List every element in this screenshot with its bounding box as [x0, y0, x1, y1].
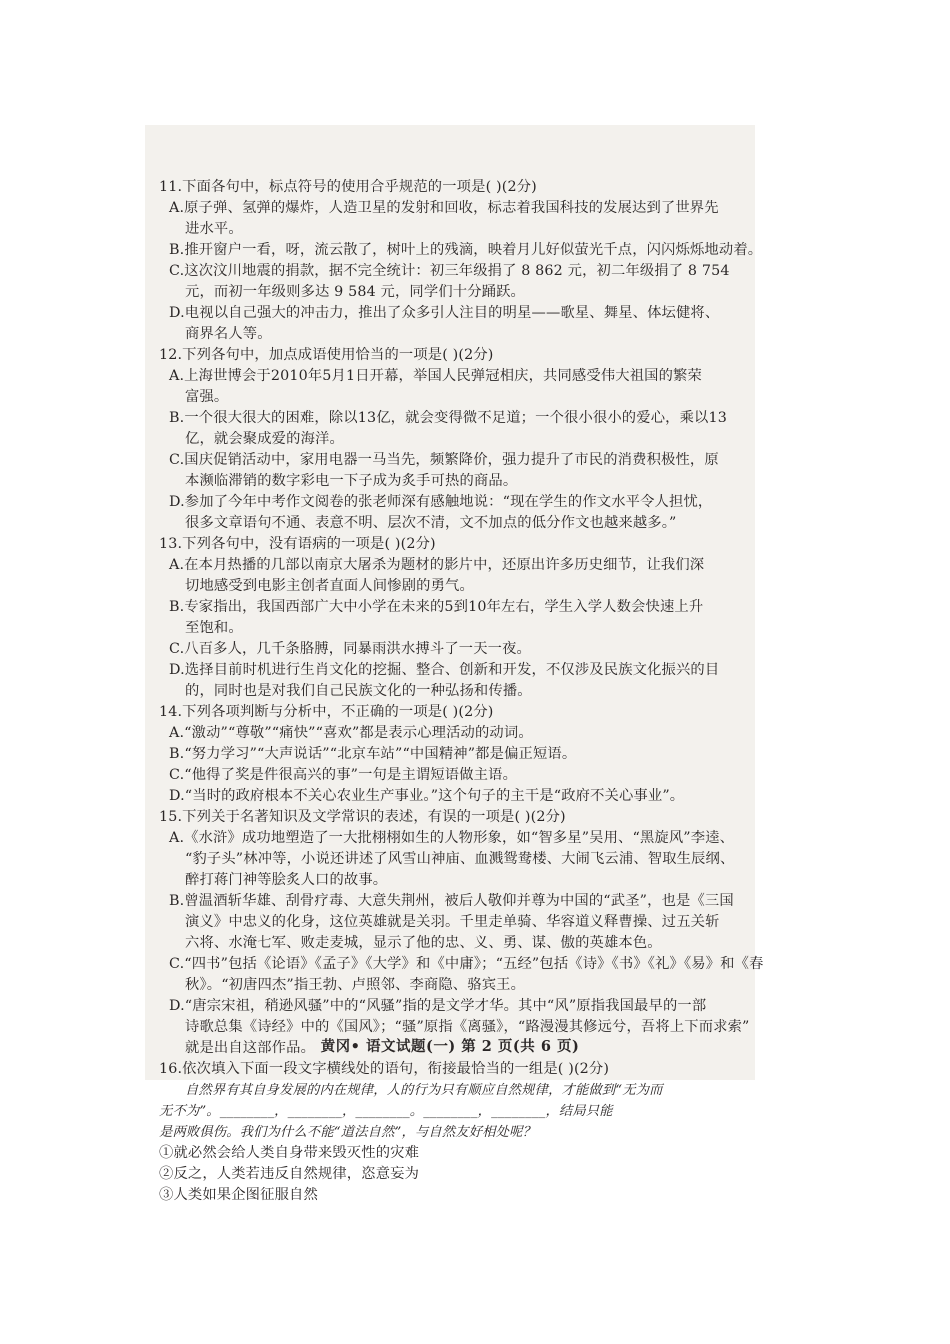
- option-line: A.原子弹、氢弹的爆炸，人造卫星的发射和回收，标志着我国科技的发展达到了世界先: [169, 200, 719, 216]
- option-line: B.专家指出，我国西部广大中小学在未来的5到10年左右，学生入学人数会快速上升: [169, 599, 704, 615]
- question-line: 13.下列各句中，没有语病的一项是( )(2分): [159, 536, 436, 552]
- option-line: C.国庆促销活动中，家用电器一马当先，频繁降价，强力提升了市民的消费积极性，原: [169, 452, 719, 468]
- question-line: 12.下列各句中，加点成语使用恰当的一项是( )(2分): [159, 347, 494, 363]
- passage-line: 无不为”。________，________，________。________，________，结局只能: [159, 1104, 613, 1119]
- option-line: 秋》。“初唐四杰”指王勃、卢照邻、李商隐、骆宾王。: [185, 977, 526, 993]
- option-line: C.这次汶川地震的捐款，据不完全统计：初三年级捐了 8 862 元，初二年级捐了 8 754: [169, 263, 730, 279]
- option-line: 进水平。: [185, 221, 243, 237]
- option-line: 六将、水淹七军、败走麦城，显示了他的忠、义、勇、谋、傲的英雄本色。: [185, 935, 662, 951]
- option-line: 元，而初一年级则多达 9 584 元，同学们十分踊跃。: [185, 284, 526, 300]
- exam-page: [145, 125, 764, 1203]
- option-line: C.“他得了奖是件很高兴的事”一句是主谓短语做主语。: [169, 767, 518, 783]
- question-line: 15.下列关于名著知识及文学常识的表述，有误的一项是( )(2分): [159, 809, 566, 825]
- option-line: 演义》中忠义的化身，这位英雄就是关羽。千里走单骑、华容道义释曹操、过五关斩: [185, 914, 720, 930]
- option-line: D.“当时的政府根本不关心农业生产事业。”这个句子的主干是“政府不关心事业”。: [169, 788, 685, 804]
- option-line: 就是出自这部作品。: [185, 1040, 316, 1056]
- option-line: 的，同时也是对我们自己民族文化的一种弘扬和传播。: [185, 683, 532, 699]
- option-line: 亿，就会聚成爱的海洋。: [185, 431, 344, 447]
- option-line: 很多文章语句不通、表意不明、层次不清，文不加点的低分作文也越来越多。”: [185, 515, 677, 531]
- option-line: 诗歌总集《诗经》中的《国风》；“骚”原指《离骚》，“路漫漫其修远兮，吾将上下而求索”: [185, 1019, 750, 1035]
- option-line: “豹子头”林冲等，小说还讲述了风雪山神庙、血溅鸳鸯楼、大闹飞云浦、智取生辰纲、: [185, 851, 735, 867]
- question-line: ①就必然会给人类自身带来毁灭性的灾难: [159, 1145, 420, 1161]
- question-line: ③人类如果企图征服自然: [159, 1187, 318, 1203]
- option-line: A.“激动”“尊敬”“痛快”“喜欢”都是表示心理活动的动词。: [169, 725, 533, 741]
- option-line: 商界名人等。: [185, 326, 272, 342]
- option-line: D.电视以自己强大的冲击力，推出了众多引人注目的明星——歌星、舞星、体坛健将、: [169, 305, 720, 321]
- option-line: D.选择目前时机进行生肖文化的挖掘、整合、创新和开发，不仅涉及民族文化振兴的目: [169, 662, 720, 678]
- option-line: 本濒临滞销的数字彩电一下子成为炙手可热的商品。: [185, 473, 518, 489]
- option-line: B.曾温酒斩华雄、刮骨疗毒、大意失荆州，被后人敬仰并尊为中国的“武圣”，也是《三国: [169, 893, 734, 909]
- option-line: A.《水浒》成功地塑造了一大批栩栩如生的人物形象，如“智多星”吴用、“黑旋风”李逵、: [169, 830, 735, 846]
- option-line: 富强。: [185, 389, 229, 405]
- option-line: B.一个很大很大的困难，除以13亿，就会变得微不足道；一个很小很小的爱心，乘以13: [169, 410, 727, 426]
- option-line: C.八百多人，几千条胳膊，同暴雨洪水搏斗了一天一夜。: [169, 641, 531, 657]
- option-line: B.“努力学习”“大声说话”“北京车站”“中国精神”都是偏正短语。: [169, 746, 577, 762]
- option-line: 切地感受到电影主创者直面人间惨剧的勇气。: [185, 578, 474, 594]
- option-line: D.参加了今年中考作文阅卷的张老师深有感触地说：“现在学生的作文水平令人担忧，: [169, 494, 713, 510]
- option-line: 醉打蒋门神等脍炙人口的故事。: [185, 872, 388, 888]
- option-line: C.“四书”包括《论语》《孟子》《大学》和《中庸》；“五经”包括《诗》《书》《礼》《易》和《春: [169, 956, 764, 972]
- passage-line: 自然界有其自身发展的内在规律，人的行为只有顺应自然规律，才能做到“无为而: [185, 1083, 663, 1098]
- question-line: 11.下面各句中，标点符号的使用合乎规范的一项是( )(2分): [159, 179, 537, 195]
- question-line: 14.下列各项判断与分析中，不正确的一项是( )(2分): [159, 704, 494, 720]
- page-footer: 黄冈• 语文试题(一) 第 2 页(共 6 页): [320, 1038, 580, 1055]
- option-line: A.在本月热播的几部以南京大屠杀为题材的影片中，还原出许多历史细节，让我们深: [169, 557, 705, 573]
- option-line: B.推开窗户一看，呀，流云散了，树叶上的残滴，映着月儿好似萤光千点，闪闪烁烁地动着。: [169, 242, 763, 258]
- passage-line: 是两败俱伤。我们为什么不能“道法自然”，与自然友好相处呢？: [159, 1125, 536, 1140]
- question-line: 16.依次填入下面一段文字横线处的语句，衔接最恰当的一组是( )(2分): [159, 1061, 610, 1077]
- question-line: ②反之，人类若违反自然规律，恣意妄为: [159, 1166, 420, 1182]
- option-line: A.上海世博会于2010年5月1日开幕，举国人民弹冠相庆，共同感受伟大祖国的繁荣: [169, 368, 702, 384]
- option-line: D.“唐宗宋祖，稍逊风骚”中的“风骚”指的是文学才华。其中“风”原指我国最早的一部: [169, 998, 707, 1014]
- option-line: 至饱和。: [185, 620, 243, 636]
